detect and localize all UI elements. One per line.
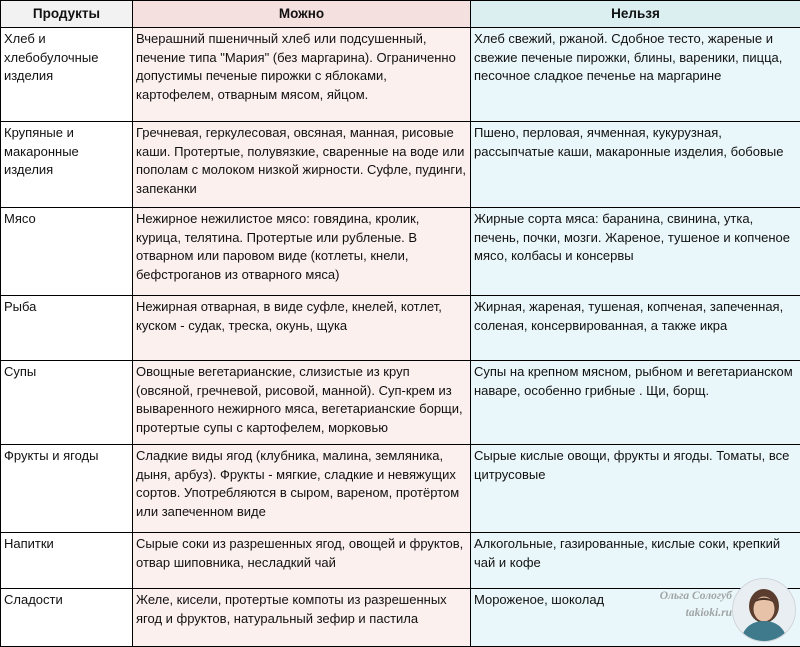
table-row-fruits	[1, 445, 800, 533]
table-row-fish	[1, 296, 800, 361]
product-cell: Фрукты и ягоды	[1, 445, 133, 533]
product-cell: Крупяные и макаронные изделия	[1, 122, 133, 208]
forbidden-cell: Супы на крепном мясном, рыбном и вегетарианском наваре, особенно грибные . Щи, борщ.	[471, 361, 800, 445]
allowed-cell: Сырые соки из разрешенных ягод, овощей и фруктов, отвар шиповника, несладкий чай	[133, 533, 471, 589]
forbidden-cell: Алкогольные, газированные, кислые соки, крепкий чай и кофе	[471, 533, 800, 589]
product-cell: Мясо	[1, 208, 133, 296]
allowed-cell: Желе, кисели, протертые компоты из разрешенных ягод и фруктов, натуральный зефир и пастила	[133, 589, 471, 647]
header-products: Продукты	[1, 1, 133, 28]
allowed-cell: Вчерашний пшеничный хлеб или подсушенный, печение типа "Мария" (без маргарина). Ограниченно допустимы печеные пирожки с яблоками, картофелем, отварным мясом, яйцом.	[133, 28, 471, 122]
forbidden-cell: Сырые кислые овощи, фрукты и ягоды. Томаты, все цитрусовые	[471, 445, 800, 533]
forbidden-cell: Пшено, перловая, ячменная, кукурузная, рассыпчатые каши, макаронные изделия, бобовые	[471, 122, 800, 208]
table-row-meat	[1, 208, 800, 296]
watermark-site: takioki.ru	[685, 607, 732, 619]
table-row-bread	[1, 28, 800, 122]
allowed-cell: Нежирное нежилистое мясо: говядина, кролик, курица, телятина. Протертые или рубленые. В отварном или паровом виде (котлеты, кнели, бефстроганов из отварного мяса)	[133, 208, 471, 296]
forbidden-cell: Жирные сорта мяса: баранина, свинина, утка, печень, почки, мозги. Жареное, тушеное и копченое мясо, колбасы и консервы	[471, 208, 800, 296]
avatar-portrait-icon	[733, 579, 795, 641]
table-row-drinks	[1, 533, 800, 589]
author-avatar	[732, 578, 796, 642]
forbidden-cell: Жирная, жареная, тушеная, копченая, запеченная, соленая, консервированная, а также икра	[471, 296, 800, 361]
watermark	[628, 589, 732, 623]
product-cell: Супы	[1, 361, 133, 445]
product-cell: Хлеб и хлебобулочные изделия	[1, 28, 133, 122]
forbidden-cell: Хлеб свежий, ржаной. Сдобное тесто, жареные и свежие печеные пирожки, блины, вареники, пицца, песочное сладкое печенье на маргарине	[471, 28, 800, 122]
header-forbidden: Нельзя	[471, 1, 800, 28]
table-row-soups	[1, 361, 800, 445]
product-cell: Напитки	[1, 533, 133, 589]
watermark-author: Ольга Сологуб	[659, 590, 732, 602]
header-allowed: Можно	[133, 1, 471, 28]
allowed-cell: Овощные вегетарианские, слизистые из круп (овсяной, гречневой, рисовой, манной). Суп-крем из вываренного нежирного мяса, вегетарианские борщи, протертые супы с картофелем, морковью	[133, 361, 471, 445]
product-cell: Рыба	[1, 296, 133, 361]
product-cell: Сладости	[1, 589, 133, 647]
allowed-cell: Гречневая, геркулесовая, овсяная, манная, рисовые каши. Протертые, полувязкие, сваренные на воде или пополам с молоком низкой жирности. Суфле, пудинги, запеканки	[133, 122, 471, 208]
header-row	[1, 1, 800, 28]
allowed-cell: Нежирная отварная, в виде суфле, кнелей, котлет, куском - судак, треска, окунь, щука	[133, 296, 471, 361]
allowed-cell: Сладкие виды ягод (клубника, малина, земляника, дыня, арбуз). Фрукты - мягкие, сладкие и невяжущих сортов. Употребляются в сыром, вареном, протёртом или запеченном виде	[133, 445, 471, 533]
table-row-cereals	[1, 122, 800, 208]
forbidden-cell: Мороженое, шоколад	[471, 589, 800, 647]
